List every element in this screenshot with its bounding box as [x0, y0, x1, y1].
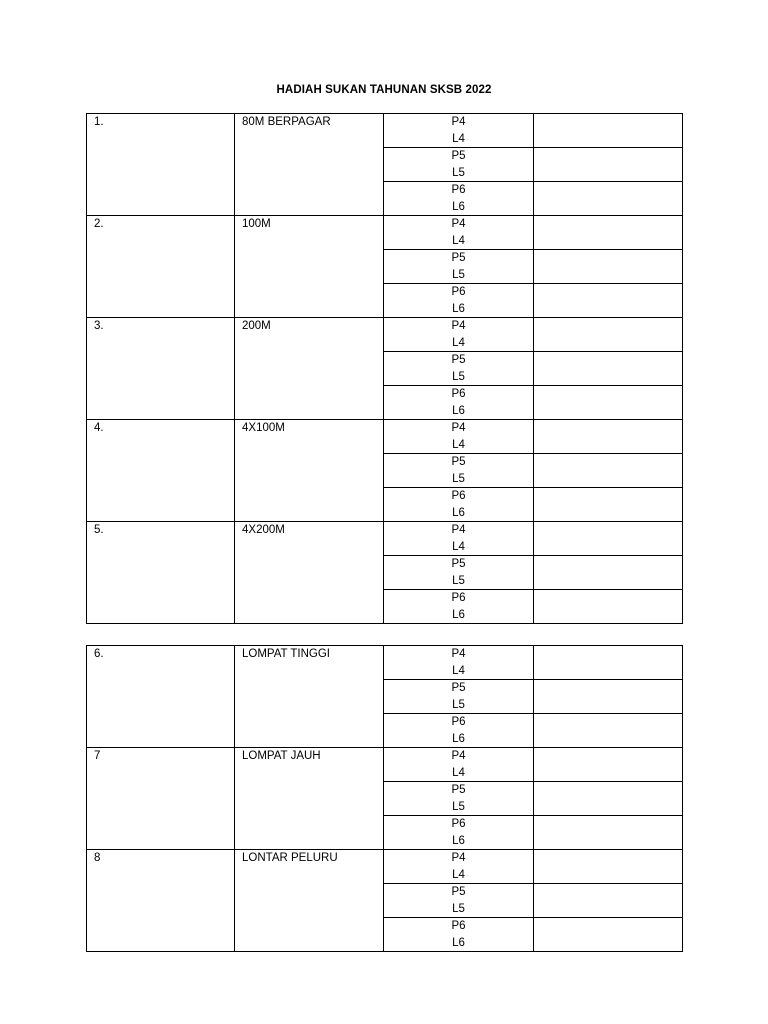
class-label-girls: P6 — [451, 286, 466, 298]
prize-winner-cell — [534, 284, 683, 318]
prize-winner-cell — [534, 884, 683, 918]
prize-winner-cell — [534, 114, 683, 148]
class-label-girls: P4 — [451, 116, 466, 128]
class-label-boys: L5 — [452, 698, 465, 711]
prize-winner-cell — [534, 148, 683, 182]
prize-winner-cell — [534, 522, 683, 556]
table-row — [87, 216, 683, 250]
prize-winner-cell — [534, 680, 683, 714]
prize-winner-cell — [534, 714, 683, 748]
prize-winner-cell — [534, 590, 683, 624]
class-cell — [384, 816, 534, 850]
class-cell — [384, 182, 534, 216]
class-label-girls: P6 — [451, 592, 466, 604]
prize-winner-cell — [534, 216, 683, 250]
prize-winner-cell — [534, 318, 683, 352]
class-label-girls: P5 — [451, 150, 466, 162]
class-label-boys: L5 — [452, 268, 465, 281]
class-label-boys: L5 — [452, 166, 465, 179]
event-number: 4. — [87, 420, 235, 522]
class-label-girls: P4 — [451, 852, 466, 864]
class-cell — [384, 352, 534, 386]
class-label-girls: P5 — [451, 558, 466, 570]
class-cell — [384, 216, 534, 250]
class-label-boys: L6 — [452, 200, 465, 213]
class-cell — [384, 714, 534, 748]
event-name: LOMPAT JAUH — [235, 748, 384, 850]
event-number: 6. — [87, 646, 235, 748]
event-name: 4X200M — [235, 522, 384, 624]
table-row — [87, 646, 683, 680]
class-label-girls: P4 — [451, 524, 466, 536]
event-number: 7 — [87, 748, 235, 850]
class-label-girls: P6 — [451, 490, 466, 502]
class-label-boys: L6 — [452, 834, 465, 847]
class-cell — [384, 646, 534, 680]
class-cell — [384, 318, 534, 352]
class-label-boys: L5 — [452, 574, 465, 587]
prize-winner-cell — [534, 352, 683, 386]
class-label-boys: L6 — [452, 608, 465, 621]
document-title: HADIAH SUKAN TAHUNAN SKSB 2022 — [276, 84, 492, 96]
class-label-girls: P6 — [451, 920, 466, 932]
class-label-boys: L4 — [452, 664, 465, 677]
class-label-girls: P4 — [451, 218, 466, 230]
class-cell — [384, 850, 534, 884]
prize-winner-cell — [534, 850, 683, 884]
class-label-boys: L4 — [452, 540, 465, 553]
class-cell — [384, 748, 534, 782]
class-cell — [384, 284, 534, 318]
prize-winner-cell — [534, 748, 683, 782]
class-cell — [384, 590, 534, 624]
prize-winner-cell — [534, 420, 683, 454]
event-name: LONTAR PELURU — [235, 850, 384, 952]
table-row — [87, 318, 683, 352]
table-row — [87, 114, 683, 148]
class-cell — [384, 386, 534, 420]
class-label-girls: P6 — [451, 818, 466, 830]
class-cell — [384, 420, 534, 454]
class-cell — [384, 148, 534, 182]
class-label-girls: P5 — [451, 886, 466, 898]
event-name: 200M — [235, 318, 384, 420]
event-number: 3. — [87, 318, 235, 420]
class-label-boys: L4 — [452, 766, 465, 779]
class-label-boys: L6 — [452, 732, 465, 745]
class-label-girls: P5 — [451, 784, 466, 796]
class-cell — [384, 522, 534, 556]
class-cell — [384, 556, 534, 590]
event-number: 5. — [87, 522, 235, 624]
class-label-boys: L5 — [452, 370, 465, 383]
class-cell — [384, 488, 534, 522]
event-name: LOMPAT TINGGI — [235, 646, 384, 748]
class-label-boys: L4 — [452, 234, 465, 247]
class-cell — [384, 454, 534, 488]
prize-winner-cell — [534, 488, 683, 522]
class-label-girls: P5 — [451, 456, 466, 468]
class-label-boys: L5 — [452, 800, 465, 813]
class-label-boys: L4 — [452, 336, 465, 349]
class-cell — [384, 680, 534, 714]
class-label-boys: L6 — [452, 936, 465, 949]
class-label-girls: P4 — [451, 320, 466, 332]
class-label-boys: L4 — [452, 132, 465, 145]
class-label-girls: P6 — [451, 716, 466, 728]
prize-winner-cell — [534, 386, 683, 420]
prize-winner-cell — [534, 182, 683, 216]
class-label-boys: L4 — [452, 868, 465, 881]
table-row — [87, 850, 683, 884]
event-name: 80M BERPAGAR — [235, 114, 384, 216]
class-label-girls: P5 — [451, 354, 466, 366]
class-cell — [384, 250, 534, 284]
class-label-girls: P4 — [451, 422, 466, 434]
event-number: 2. — [87, 216, 235, 318]
prize-winner-cell — [534, 646, 683, 680]
prize-winner-cell — [534, 816, 683, 850]
event-name: 4X100M — [235, 420, 384, 522]
class-label-boys: L4 — [452, 438, 465, 451]
table-row — [87, 420, 683, 454]
event-name: 100M — [235, 216, 384, 318]
class-label-girls: P4 — [451, 750, 466, 762]
class-label-boys: L5 — [452, 472, 465, 485]
prize-table-field — [86, 645, 683, 952]
prize-winner-cell — [534, 556, 683, 590]
class-cell — [384, 918, 534, 952]
class-label-boys: L6 — [452, 506, 465, 519]
prize-winner-cell — [534, 918, 683, 952]
class-cell — [384, 114, 534, 148]
class-label-girls: P4 — [451, 648, 466, 660]
prize-winner-cell — [534, 782, 683, 816]
class-label-girls: P6 — [451, 388, 466, 400]
class-label-girls: P5 — [451, 252, 466, 264]
prize-winner-cell — [534, 454, 683, 488]
class-label-girls: P5 — [451, 682, 466, 694]
class-cell — [384, 884, 534, 918]
class-cell — [384, 782, 534, 816]
table-row — [87, 522, 683, 556]
class-label-boys: L5 — [452, 902, 465, 915]
class-label-boys: L6 — [452, 404, 465, 417]
event-number: 8 — [87, 850, 235, 952]
class-label-boys: L6 — [452, 302, 465, 315]
table-row — [87, 748, 683, 782]
prize-table-track — [86, 113, 683, 624]
class-label-girls: P6 — [451, 184, 466, 196]
prize-winner-cell — [534, 250, 683, 284]
event-number: 1. — [87, 114, 235, 216]
